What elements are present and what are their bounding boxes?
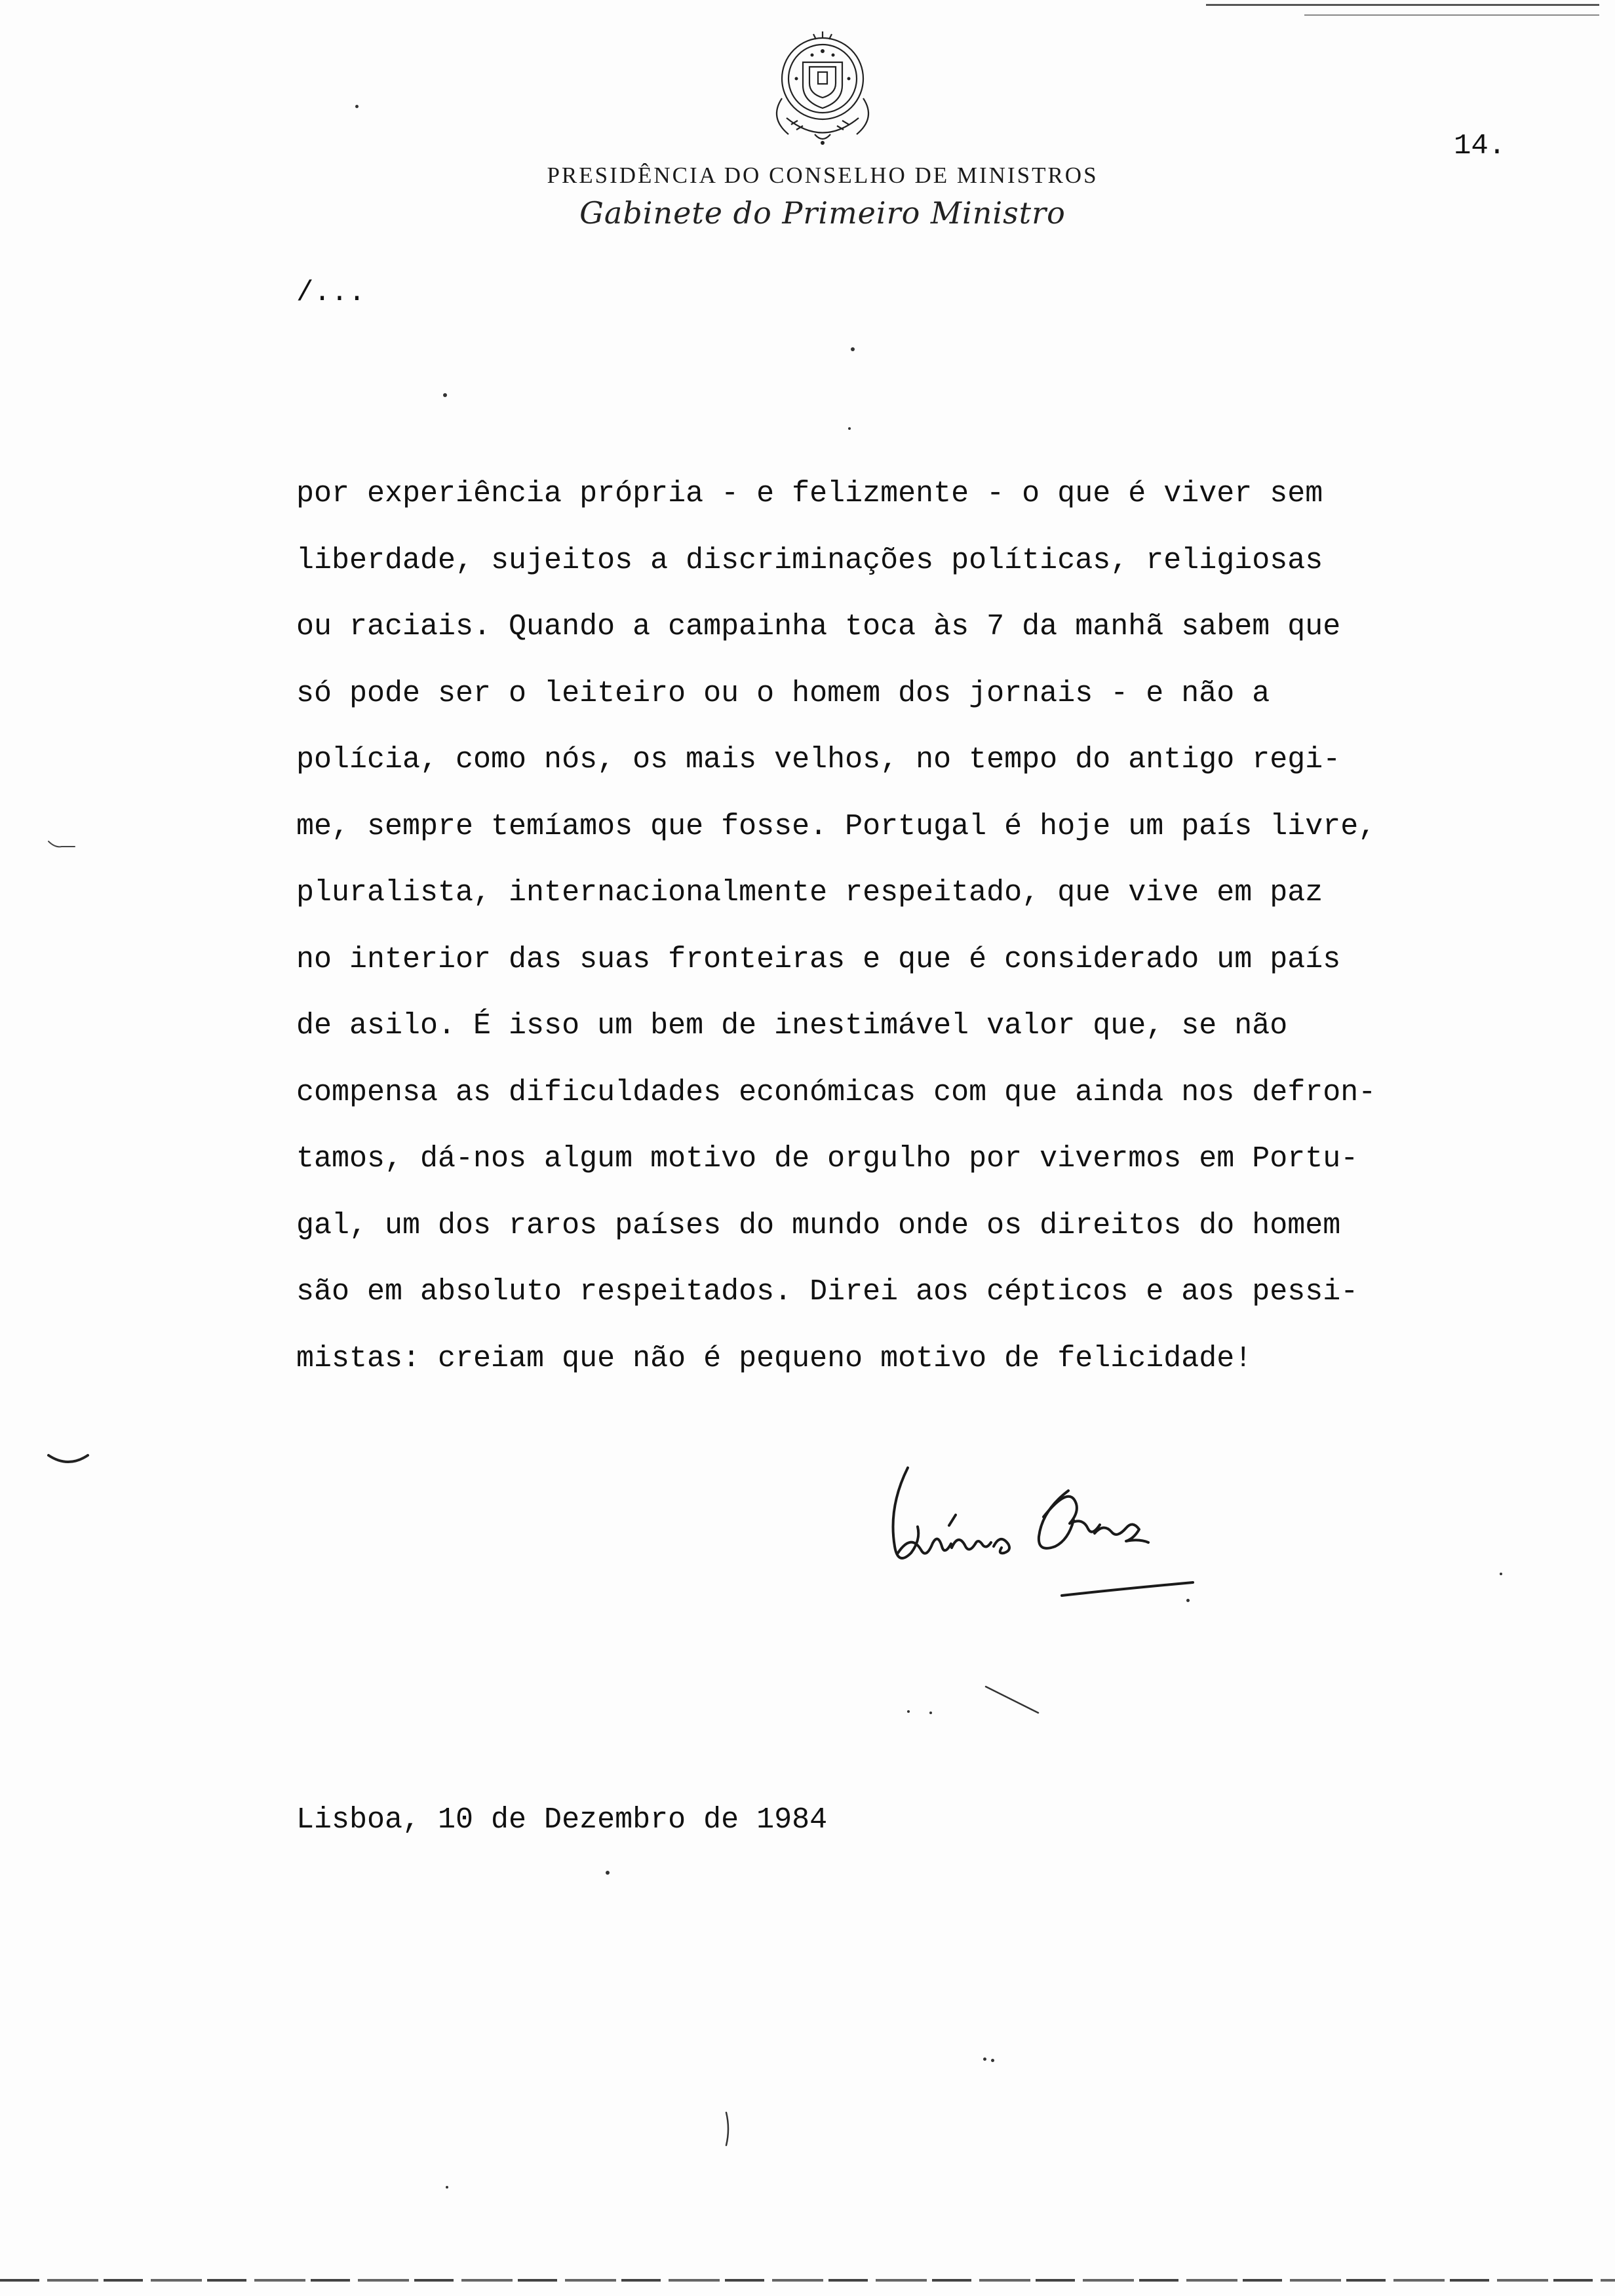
body-line: ou raciais. Quando a campainha toca às 7 da manhã sabem que xyxy=(296,610,1341,643)
body-line: liberdade, sujeitos a discriminações políticas, religiosas xyxy=(296,543,1323,577)
institution-name: PRESIDÊNCIA DO CONSELHO DE MINISTROS xyxy=(547,163,1099,188)
scan-speck xyxy=(848,427,851,430)
scan-speck xyxy=(907,1710,910,1713)
margin-mark xyxy=(983,1684,1042,1717)
coat-of-arms-seal-icon xyxy=(757,26,888,151)
top-edge-rule xyxy=(1206,4,1599,6)
body-line: são em absoluto respeitados. Direi aos cépticos e aos pessi- xyxy=(296,1275,1359,1309)
scan-speck xyxy=(991,2059,994,2062)
continuation-mark: /... xyxy=(296,277,366,309)
scan-speck xyxy=(443,393,447,397)
body-line: tamos, dá-nos algum motivo de orgulho por vivermos em Portu- xyxy=(296,1142,1359,1176)
scan-speck xyxy=(446,2186,448,2189)
body-line: de asilo. É isso um bem de inestimável valor que, se não xyxy=(296,1009,1288,1043)
letter-body xyxy=(296,474,1555,1406)
scan-speck xyxy=(355,105,359,108)
body-line: por experiência própria - e felizmente - o que é viver sem xyxy=(296,477,1323,510)
bottom-edge-rule xyxy=(0,2279,1615,2282)
body-line: me, sempre temíamos que fosse. Portugal é hoje um país livre, xyxy=(296,809,1376,843)
scan-speck xyxy=(606,1871,610,1875)
body-line: só pode ser o leiteiro ou o homem dos jornais - e não a xyxy=(296,676,1270,710)
scan-speck xyxy=(929,1712,932,1714)
body-line: pluralista, internacionalmente respeitado, que vive em paz xyxy=(296,876,1323,909)
margin-mark xyxy=(46,1451,92,1471)
handwritten-signature xyxy=(872,1455,1239,1618)
page-number: 14. xyxy=(1454,130,1506,163)
top-edge-rule-secondary xyxy=(1304,14,1599,16)
scan-speck xyxy=(1186,1599,1190,1602)
scan-speck xyxy=(851,347,855,351)
scan-speck xyxy=(983,2057,986,2061)
margin-mark xyxy=(721,2110,734,2149)
body-line: no interior das suas fronteiras e que é considerado um país xyxy=(296,942,1341,976)
body-line: compensa as dificuldades económicas com que ainda nos defron- xyxy=(296,1075,1376,1109)
body-line: gal, um dos raros países do mundo onde os direitos do homem xyxy=(296,1208,1341,1242)
body-line: mistas: creiam que não é pequeno motivo de felicidade! xyxy=(296,1341,1253,1375)
office-name: Gabinete do Primeiro Ministro xyxy=(579,195,1066,231)
scan-speck xyxy=(1500,1573,1502,1575)
body-line: polícia, como nós, os mais velhos, no tempo do antigo regi- xyxy=(296,743,1341,776)
place-and-date: Lisboa, 10 de Dezembro de 1984 xyxy=(296,1803,828,1837)
margin-mark xyxy=(46,839,85,852)
